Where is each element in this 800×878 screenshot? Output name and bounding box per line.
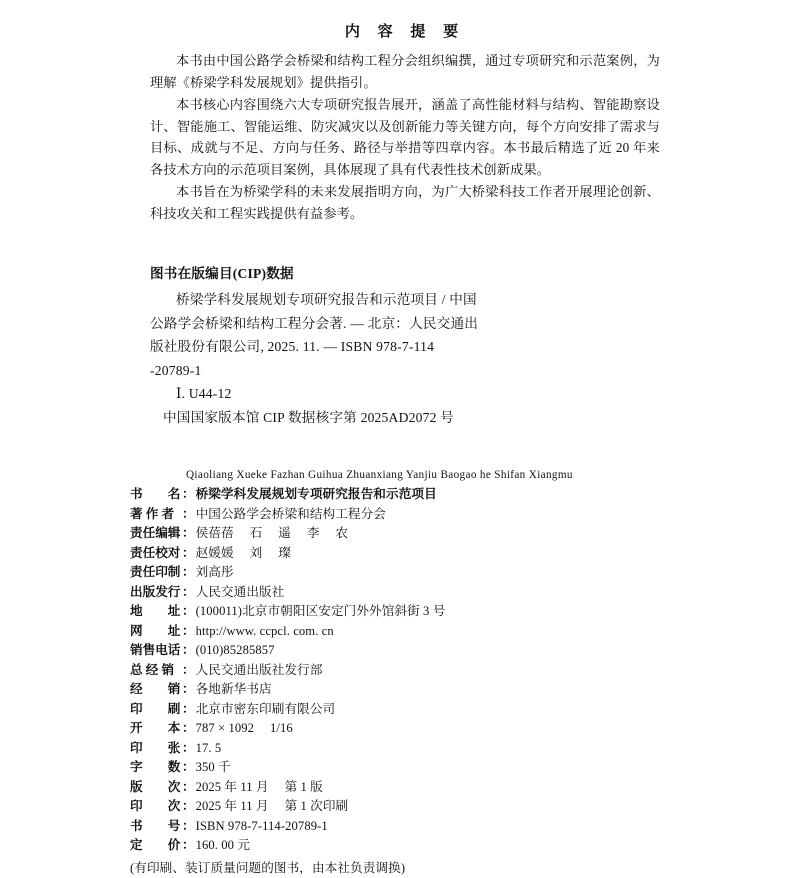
info-row-colon: ： — [182, 524, 196, 544]
info-row — [130, 680, 800, 700]
info-row-colon: ： — [182, 797, 196, 817]
info-row-label: 责任校对 — [130, 544, 182, 564]
info-row-value: 人民交通出版社发行部 — [196, 661, 800, 681]
info-row-label: 销售电话 — [130, 641, 182, 661]
info-row-value: 2025 年 11 月 第 1 次印刷 — [196, 797, 800, 817]
info-row — [130, 817, 800, 837]
info-row-colon: ： — [182, 778, 196, 798]
abstract-paragraph-2: 本书核心内容围绕六大专项研究报告展开，涵盖了高性能材料与结构、智能勘察设计、智能施工、智能运维、防灾减灾以及创新能力等关键方向，每个方向安排了需求与目标、成就与不足、方向与任务、路径与举措等四章内容。本书最后精选了近 20 年来各技术方向的示范项目案例，具体展现了具有代表性技术创新成果。 — [150, 94, 660, 180]
info-row — [130, 661, 800, 681]
abstract-title: 内 容 提 要 — [150, 20, 660, 41]
cip-line-3: 版社股份有限公司, 2025. 11. — ISBN 978-7-114 — [150, 335, 800, 359]
info-row — [130, 505, 800, 525]
info-row-colon: ： — [182, 505, 196, 525]
info-row-colon: ： — [182, 817, 196, 837]
info-row-value: 中国公路学会桥梁和结构工程分会 — [196, 505, 800, 525]
info-row-value: 各地新华书店 — [196, 680, 800, 700]
info-row-value: 刘高彤 — [196, 563, 800, 583]
cip-heading: 图书在版编目(CIP)数据 — [150, 264, 800, 284]
info-row-label: 印 刷 — [130, 700, 182, 720]
info-row — [130, 778, 800, 798]
info-row-label: 版 次 — [130, 778, 182, 798]
info-row-label: 经 销 — [130, 680, 182, 700]
info-row-value: http://www. ccpcl. com. cn — [196, 622, 800, 642]
info-row-value: 桥梁学科发展规划专项研究报告和示范项目 — [196, 485, 800, 505]
info-row-colon: ： — [182, 700, 196, 720]
info-row-label: 印 次 — [130, 797, 182, 817]
info-row-colon: ： — [182, 583, 196, 603]
info-row-value: (010)85285857 — [196, 641, 800, 661]
info-row-label: 总 经 销 — [130, 661, 182, 681]
info-row-value: 160. 00 元 — [196, 836, 800, 856]
cip-line-4: -20789-1 — [150, 359, 800, 383]
cip-line-2: 公路学会桥梁和结构工程分会著. — 北京：人民交通出 — [150, 312, 800, 336]
cip-section — [0, 264, 800, 429]
info-row-value: 17. 5 — [196, 739, 800, 759]
info-row-label: 责任编辑 — [130, 524, 182, 544]
info-row-colon: ： — [182, 719, 196, 739]
cip-line-1: 桥梁学科发展规划专项研究报告和示范项目 / 中国 — [150, 288, 800, 312]
info-row-colon: ： — [182, 661, 196, 681]
info-row-colon: ： — [182, 563, 196, 583]
info-row-value: 北京市密东印刷有限公司 — [196, 700, 800, 720]
info-row-colon: ： — [182, 602, 196, 622]
cip-archive-line: 中国国家版本馆 CIP 数据核字第 2025AD2072 号 — [150, 406, 800, 430]
info-row — [130, 758, 800, 778]
info-row — [130, 524, 800, 544]
info-row-label: 书 名 — [130, 485, 182, 505]
info-row-label: 网 址 — [130, 622, 182, 642]
info-row-label: 字 数 — [130, 758, 182, 778]
abstract-section — [0, 0, 800, 224]
info-row-value: 人民交通出版社 — [196, 583, 800, 603]
info-row-colon: ： — [182, 758, 196, 778]
pinyin-title: Qiaoliang Xueke Fazhan Guihua Zhuanxiang Yanjiu Baogao he Shifan Xiangmu — [130, 467, 800, 483]
info-row-colon: ： — [182, 680, 196, 700]
info-row-label: 责任印制 — [130, 563, 182, 583]
info-row-label: 印 张 — [130, 739, 182, 759]
info-row — [130, 622, 800, 642]
abstract-paragraph-3: 本书旨在为桥梁学科的未来发展指明方向，为广大桥梁科技工作者开展理论创新、科技攻关和工程实践提供有益参考。 — [150, 181, 660, 224]
info-row-value: (100011)北京市朝阳区安定门外外馆斜街 3 号 — [196, 602, 800, 622]
info-row-value: 350 千 — [196, 758, 800, 778]
info-row-label: 出版发行 — [130, 583, 182, 603]
info-row — [130, 641, 800, 661]
info-row-colon: ： — [182, 485, 196, 505]
info-row-colon: ： — [182, 622, 196, 642]
info-row — [130, 485, 800, 505]
info-row — [130, 836, 800, 856]
cip-classification-line: Ⅰ. U44-12 — [150, 382, 800, 406]
info-row-value: 侯蓓蓓 石 遥 李 农 — [196, 524, 800, 544]
info-row-label: 定 价 — [130, 836, 182, 856]
info-row-value: 2025 年 11 月 第 1 版 — [196, 778, 800, 798]
info-row-colon: ： — [182, 544, 196, 564]
info-row-value: 787 × 1092 1/16 — [196, 719, 800, 739]
info-row — [130, 700, 800, 720]
info-row — [130, 544, 800, 564]
colophon-section — [0, 467, 800, 878]
info-row-label: 著 作 者 — [130, 505, 182, 525]
info-row-label: 书 号 — [130, 817, 182, 837]
info-row — [130, 739, 800, 759]
info-row-label: 开 本 — [130, 719, 182, 739]
info-row — [130, 563, 800, 583]
abstract-paragraph-1: 本书由中国公路学会桥梁和结构工程分会组织编撰，通过专项研究和示范案例，为理解《桥梁学科发展规划》提供指引。 — [150, 50, 660, 93]
info-row-colon: ： — [182, 836, 196, 856]
info-row-colon: ： — [182, 641, 196, 661]
info-row-label: 地 址 — [130, 602, 182, 622]
info-row-colon: ： — [182, 739, 196, 759]
info-row-value: 赵媛媛 刘 璨 — [196, 544, 800, 564]
info-row — [130, 719, 800, 739]
quality-notice: (有印刷、装订质量问题的图书，由本社负责调换) — [130, 859, 800, 878]
info-row — [130, 602, 800, 622]
info-row — [130, 583, 800, 603]
info-row-value: ISBN 978-7-114-20789-1 — [196, 817, 800, 837]
